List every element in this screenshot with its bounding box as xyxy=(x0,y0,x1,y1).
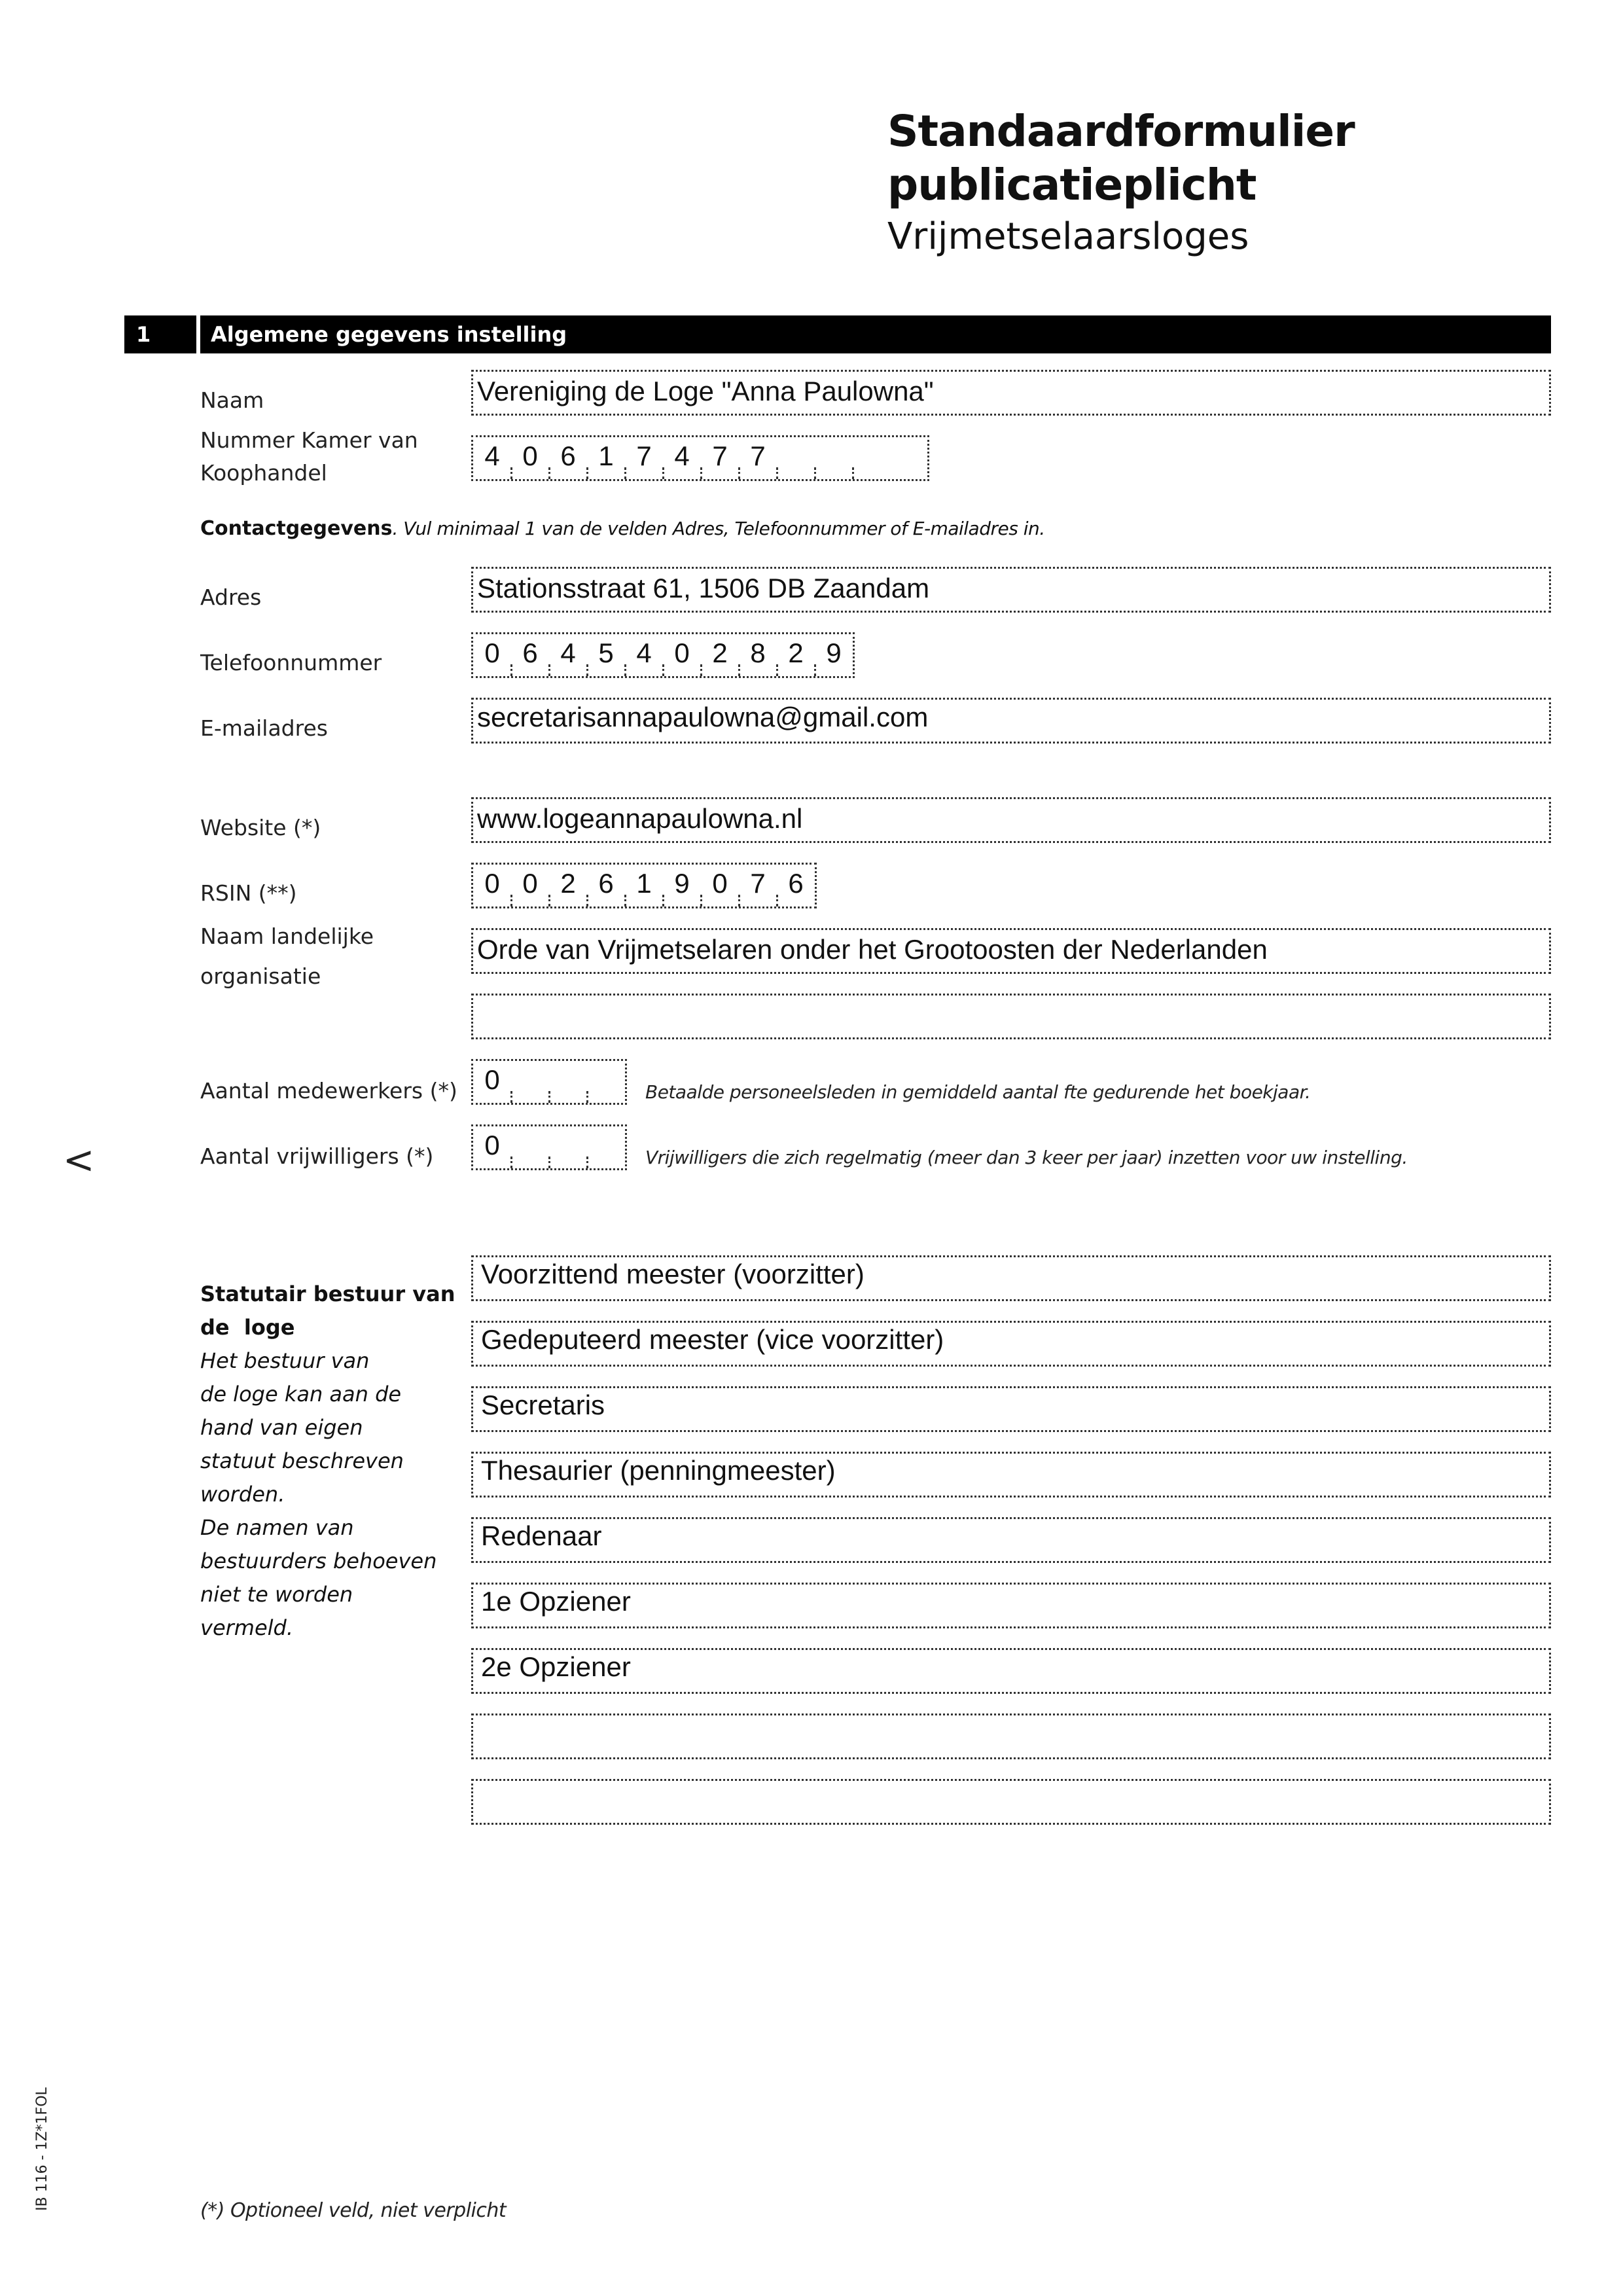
contact-instructions xyxy=(200,517,1045,540)
bestuur-desc-line: De namen van xyxy=(200,1515,354,1540)
digit-cell: 5 xyxy=(587,634,625,676)
rsin-label: RSIN (**) xyxy=(200,880,297,906)
bestuur-description xyxy=(200,1344,437,1645)
kvk-label-line1: Nummer Kamer van xyxy=(200,427,418,453)
adres-label: Adres xyxy=(200,584,262,610)
digit-cell: 6 xyxy=(587,865,625,906)
bestuur-desc-line: worden. xyxy=(200,1482,285,1507)
landelijk-field[interactable]: Orde van Vrijmetselaren onder het Grootoosten der Nederlanden xyxy=(471,928,1551,974)
landelijk-label-line1: Naam landelijke xyxy=(200,924,374,949)
form-subtitle: Vrijmetselaarsloges xyxy=(887,215,1249,258)
bestuur-role-field[interactable]: Redenaar xyxy=(471,1517,1551,1563)
telefoon-field[interactable] xyxy=(471,632,855,678)
digit-cell xyxy=(587,1126,625,1168)
email-field[interactable]: secretarisannapaulowna@gmail.com xyxy=(471,698,1551,744)
digit-cell: 2 xyxy=(549,865,587,906)
form-code: IB 116 - 1Z*1FOL xyxy=(34,2087,50,2211)
contact-heading: Contactgegevens xyxy=(200,517,393,540)
section-title: Algemene gegevens instelling xyxy=(200,315,1551,353)
digit-cell: 2 xyxy=(701,634,739,676)
digit-cell xyxy=(853,437,891,479)
digit-cell: 0 xyxy=(484,1064,500,1095)
landelijk-label-line2: organisatie xyxy=(200,963,321,989)
digit-cell: 4 xyxy=(663,437,701,479)
digit-cell: 1 xyxy=(625,865,663,906)
website-field[interactable]: www.logeannapaulowna.nl xyxy=(471,797,1551,843)
email-label: E-mailadres xyxy=(200,715,328,741)
digit-cell xyxy=(549,1061,587,1103)
bestuur-desc-line: bestuurders behoeven xyxy=(200,1549,437,1573)
digit-cell: 4 xyxy=(625,634,663,676)
bestuur-role-field[interactable]: Voorzittend meester (voorzitter) xyxy=(471,1255,1551,1301)
bestuur-role-field[interactable] xyxy=(471,1713,1551,1759)
digit-cell: 0 xyxy=(701,865,739,906)
form-title-line1: Standaardformulier xyxy=(887,106,1355,156)
digit-cell: 0 xyxy=(511,437,549,479)
landelijk-field-2[interactable] xyxy=(471,994,1551,1039)
bestuur-role-field[interactable]: Thesaurier (penningmeester) xyxy=(471,1452,1551,1498)
footnote: (*) Optioneel veld, niet verplicht xyxy=(200,2199,507,2222)
digit-cell: 0 xyxy=(484,1130,500,1160)
digit-cell: 9 xyxy=(663,865,701,906)
digit-cell: 7 xyxy=(739,865,777,906)
digit-cell: 7 xyxy=(625,437,663,479)
bestuur-desc-line: statuut beschreven xyxy=(200,1448,404,1473)
digit-cell: 7 xyxy=(739,437,777,479)
form-title-line2: publicatieplicht xyxy=(887,160,1257,210)
bestuur-desc-line: Het bestuur van xyxy=(200,1348,370,1373)
medewerkers-field[interactable] xyxy=(471,1059,627,1105)
digit-cell xyxy=(511,1126,549,1168)
digit-cell: 9 xyxy=(815,634,853,676)
kvk-label-line2: Koophandel xyxy=(200,460,327,486)
digit-cell xyxy=(587,1061,625,1103)
telefoon-label: Telefoonnummer xyxy=(200,650,382,675)
margin-mark: < xyxy=(63,1138,95,1182)
digit-cell: 4 xyxy=(484,440,500,471)
bestuur-role-field[interactable]: Secretaris xyxy=(471,1386,1551,1432)
medewerkers-note: Betaalde personeelsleden in gemiddeld aantal fte gedurende het boekjaar. xyxy=(645,1081,1311,1103)
bestuur-desc-line: vermeld. xyxy=(200,1615,294,1640)
medewerkers-label: Aantal medewerkers (*) xyxy=(200,1078,457,1103)
bestuur-heading-line2: de loge xyxy=(200,1315,295,1340)
vrijwilligers-field[interactable] xyxy=(471,1124,627,1170)
digit-cell: 1 xyxy=(587,437,625,479)
naam-label: Naam xyxy=(200,387,264,413)
vrijwilligers-label: Aantal vrijwilligers (*) xyxy=(200,1143,434,1169)
contact-note: . Vul minimaal 1 van de velden Adres, Telefoonnummer of E-mailadres in. xyxy=(392,518,1045,539)
digit-cell: 7 xyxy=(701,437,739,479)
digit-cell: 0 xyxy=(484,868,500,899)
naam-field[interactable]: Vereniging de Loge "Anna Paulowna" xyxy=(471,370,1551,416)
rsin-field[interactable] xyxy=(471,863,817,908)
digit-cell: 6 xyxy=(549,437,587,479)
digit-cell xyxy=(549,1126,587,1168)
bestuur-desc-line: de loge kan aan de xyxy=(200,1382,402,1407)
bestuur-desc-line: niet te worden xyxy=(200,1582,353,1607)
digit-cell: 0 xyxy=(663,634,701,676)
section-number: 1 xyxy=(124,315,196,353)
digit-cell: 0 xyxy=(484,637,500,668)
bestuur-role-field[interactable]: 2e Opziener xyxy=(471,1648,1551,1694)
digit-cell: 4 xyxy=(549,634,587,676)
digit-cell xyxy=(511,1061,549,1103)
adres-field[interactable]: Stationsstraat 61, 1506 DB Zaandam xyxy=(471,567,1551,613)
digit-cell: 6 xyxy=(511,634,549,676)
digit-cell: 0 xyxy=(511,865,549,906)
bestuur-role-field[interactable]: 1e Opziener xyxy=(471,1583,1551,1628)
digit-cell: 2 xyxy=(777,634,815,676)
bestuur-role-field[interactable] xyxy=(471,1779,1551,1825)
bestuur-heading-line1: Statutair bestuur van xyxy=(200,1282,455,1306)
bestuur-desc-line: hand van eigen xyxy=(200,1415,363,1440)
digit-cell: 6 xyxy=(777,865,815,906)
digit-cell xyxy=(815,437,853,479)
digit-cell: 8 xyxy=(739,634,777,676)
vrijwilligers-note: Vrijwilligers die zich regelmatig (meer dan 3 keer per jaar) inzetten voor uw instelling. xyxy=(645,1147,1408,1168)
kvk-number-field[interactable] xyxy=(471,435,929,481)
website-label: Website (*) xyxy=(200,815,321,840)
bestuur-role-field[interactable]: Gedeputeerd meester (vice voorzitter) xyxy=(471,1321,1551,1367)
digit-cell xyxy=(777,437,815,479)
